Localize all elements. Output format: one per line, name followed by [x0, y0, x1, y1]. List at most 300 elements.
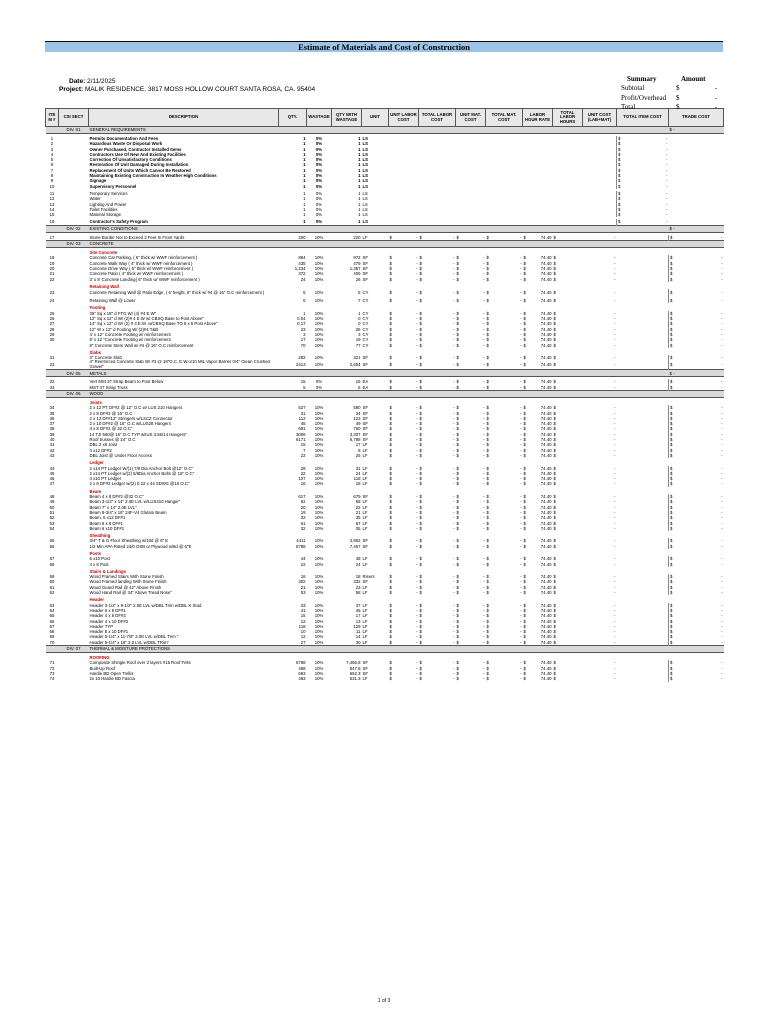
dollar-sign: $	[670, 481, 673, 487]
dash-value: -	[520, 410, 522, 416]
dollar-sign: $	[553, 670, 556, 676]
item-wastage: 10%	[314, 676, 324, 682]
item-number: 10	[49, 183, 55, 189]
dash-value: -	[416, 361, 418, 367]
money-cell	[486, 360, 523, 370]
dash-value: -	[721, 410, 723, 416]
item-unit: SF	[362, 260, 368, 266]
dash-value: -	[453, 509, 455, 515]
dollar-sign: $	[523, 602, 526, 608]
item-wastage: 10%	[314, 665, 324, 671]
column-header: LABOR HOUR RATE	[523, 109, 553, 127]
labor-hours: -	[614, 405, 616, 411]
labor-rate: 74.40	[540, 326, 552, 332]
item-qty-wastage: 0	[358, 321, 361, 327]
dash-value: -	[721, 442, 723, 448]
dollar-sign: $	[456, 337, 459, 343]
dollar-sign: $	[553, 499, 556, 505]
dollar-sign: $	[553, 355, 556, 361]
division-title: WOOD	[89, 390, 617, 397]
dash-value: -	[721, 670, 723, 676]
dash-value: -	[721, 255, 723, 261]
estimate-rows	[46, 127, 724, 682]
dollar-sign: $	[389, 415, 392, 421]
dollar-sign: $	[389, 665, 392, 671]
labor-rate: 74.40	[540, 290, 552, 296]
dollar-sign: $	[456, 426, 459, 432]
dollar-sign: $	[419, 276, 422, 282]
date-line	[69, 78, 116, 85]
dash-value: -	[483, 260, 485, 266]
item-qty: 70	[300, 342, 306, 348]
dash-value: -	[416, 476, 418, 482]
dollar-sign: $	[523, 584, 526, 590]
item-description: 1/2 Min APA Rated 24/0 OSB or Plywood w/8d @ 6"E	[89, 543, 192, 549]
dash-value: -	[453, 326, 455, 332]
dash-value: -	[520, 437, 522, 443]
item-unit: SF	[362, 579, 368, 585]
dash-value: -	[520, 634, 522, 640]
dash-value: -	[721, 470, 723, 476]
dash-value: -	[721, 465, 723, 471]
item-unit: SF	[362, 494, 368, 500]
dollar-sign: $	[419, 556, 422, 562]
item-qty: 200	[298, 234, 306, 240]
dollar-sign: $	[670, 342, 673, 348]
item-qty: 15	[300, 613, 306, 619]
item-qty: 1	[303, 141, 306, 147]
item-qty-wastage: 30	[355, 639, 361, 645]
labor-hours: -	[614, 660, 616, 666]
item-qty: 15	[300, 442, 306, 448]
dollar-sign: $	[486, 556, 489, 562]
item-qty-wastage: 972	[353, 255, 361, 261]
dollar-sign: $	[456, 670, 459, 676]
dash-value: -	[453, 574, 455, 580]
item-unit: LF	[362, 476, 368, 482]
dash-value: -	[483, 447, 485, 453]
money-cell	[419, 360, 456, 370]
dollar-sign: $	[670, 676, 673, 682]
dash-value: -	[721, 234, 723, 240]
labor-hours: -	[614, 470, 616, 476]
item-qty-wastage: 35	[355, 525, 361, 531]
item-description: Concrete Car Parking, ( 6" thick w/ WWF reinforcement )	[89, 255, 198, 261]
empty-cell	[617, 127, 669, 134]
dollar-sign: $	[523, 384, 526, 390]
money-cell	[419, 289, 456, 298]
dash-value: -	[416, 265, 418, 271]
dash-value: -	[416, 670, 418, 676]
dollar-sign: $	[456, 316, 459, 322]
dollar-sign: $	[523, 426, 526, 432]
item-number: 56	[49, 543, 55, 549]
item-qty-wastage: 67	[355, 520, 361, 526]
item-unit: LF	[362, 515, 368, 521]
dollar-sign: $	[456, 579, 459, 585]
dash-value: -	[721, 639, 723, 645]
dollar-sign: $	[456, 431, 459, 437]
item-qty-wastage: 679	[353, 494, 361, 500]
column-header: UNIT LABOR COST	[389, 109, 419, 127]
dash-value: -	[520, 499, 522, 505]
labor-hours: -	[614, 515, 616, 521]
dash-value: -	[520, 618, 522, 624]
item-qty-wastage: 7,467	[349, 543, 361, 549]
dash-value: -	[416, 355, 418, 361]
item-qty: 53	[300, 590, 306, 596]
item-qty: 1	[303, 201, 306, 207]
labor-rate: 74.40	[540, 337, 552, 343]
dollar-sign: $	[389, 265, 392, 271]
dash-value: -	[520, 561, 522, 567]
dollar-sign: $	[389, 426, 392, 432]
dash-value: -	[483, 639, 485, 645]
labor-rate: 74.40	[540, 639, 552, 645]
item-number: 70	[49, 639, 55, 645]
item-unit: SF	[362, 543, 368, 549]
dollar-sign: $	[486, 584, 489, 590]
dollar-sign: $	[553, 574, 556, 580]
dash-value: -	[453, 520, 455, 526]
dollar-sign: $	[389, 476, 392, 482]
dollar-sign: $	[670, 379, 673, 385]
item-wastage: 10%	[314, 410, 324, 416]
item-description: Replacement Of Units Which Cannot Be Restored	[89, 167, 191, 173]
dollar-sign: $	[523, 316, 526, 322]
dash-value: -	[453, 379, 455, 385]
dollar-sign: $	[670, 465, 673, 471]
dash-value: -	[520, 234, 522, 240]
item-number: 26	[49, 316, 55, 322]
dollar-sign: $	[486, 379, 489, 385]
dollar-sign: $	[670, 538, 673, 544]
labor-rate: 74.40	[540, 613, 552, 619]
money-cell	[389, 360, 419, 370]
dollar-sign: $	[419, 310, 422, 316]
date-label: Date:	[69, 78, 86, 85]
section-heading: Footing	[89, 305, 106, 311]
item-description: 4 x12 DF#2	[89, 447, 112, 453]
summary-value: -	[714, 93, 717, 102]
division-title: METALS	[89, 370, 617, 377]
dash-value: -	[520, 590, 522, 596]
dollar-sign: $	[456, 321, 459, 327]
empty-cell	[46, 225, 59, 232]
dash-value: -	[453, 260, 455, 266]
item-description: Concrete Walk Way ( 4" thick w/ WWF reinforcement )	[89, 260, 193, 266]
item-qty: 527	[298, 405, 306, 411]
dash-value: -	[483, 538, 485, 544]
dollar-sign: $	[486, 384, 489, 390]
item-description: 14" Sq x 12" d W/ (2) # 4 E.W. w/CBSQ Base TO 6 x 6 Post Above"	[89, 321, 218, 327]
labor-hours: -	[614, 415, 616, 421]
item-description: Roof trusses @ 24" O.C	[89, 437, 136, 443]
dollar-sign: $	[486, 470, 489, 476]
dash-value: -	[483, 470, 485, 476]
dash-value: -	[483, 618, 485, 624]
dash-value: -	[721, 431, 723, 437]
dash-value: -	[721, 520, 723, 526]
labor-rate: 74.40	[540, 437, 552, 443]
item-qty: 0.17	[297, 321, 306, 327]
dash-value: -	[453, 499, 455, 505]
item-qty-wastage: 760	[353, 426, 361, 432]
dollar-sign: $	[389, 379, 392, 385]
dollar-sign: $	[486, 494, 489, 500]
item-wastage: 10%	[314, 499, 324, 505]
dash-value: -	[453, 421, 455, 427]
dash-value: -	[520, 579, 522, 585]
dash-value: -	[416, 331, 418, 337]
estimate-sheet	[45, 41, 723, 682]
dollar-sign: $	[553, 504, 556, 510]
item-wastage: 10%	[314, 660, 324, 666]
item-wastage: 10%	[314, 447, 324, 453]
unit-cost-cell	[617, 289, 669, 298]
dollar-sign: $	[389, 509, 392, 515]
labor-rate: 74.40	[540, 331, 552, 337]
dollar-sign: $	[670, 321, 673, 327]
dollar-sign: $	[670, 255, 673, 261]
item-wastage: 10%	[314, 476, 324, 482]
dollar-sign: $	[670, 421, 673, 427]
item-qty: 1	[303, 310, 306, 316]
dollar-sign: $	[456, 613, 459, 619]
labor-rate: 74.40	[540, 379, 552, 385]
labor-hours: -	[614, 452, 616, 458]
dollar-sign: $	[486, 561, 489, 567]
dollar-sign: $	[486, 607, 489, 613]
dash-value: -	[520, 260, 522, 266]
item-number: 11	[49, 190, 55, 196]
item-qty-wastage: 7	[358, 298, 361, 304]
dash-value: -	[416, 276, 418, 282]
item-qty: 1	[303, 190, 306, 196]
dash-value: -	[416, 379, 418, 385]
item-qty-wastage: 531.3	[349, 676, 361, 682]
item-unit: EA	[362, 379, 369, 385]
dash-value: -	[520, 355, 522, 361]
dollar-sign: $	[389, 639, 392, 645]
dash-value: -	[483, 525, 485, 531]
item-qty: 1	[303, 136, 306, 141]
labor-hours: -	[614, 361, 616, 367]
dash-value: -	[520, 271, 522, 277]
dash-value: -	[483, 660, 485, 666]
dollar-sign: $	[486, 331, 489, 337]
labor-hours: -	[614, 525, 616, 531]
item-wastage: 0%	[315, 183, 323, 189]
item-qty-wastage: 24	[355, 470, 361, 476]
dash-value: -	[453, 476, 455, 482]
item-qty: 1	[303, 173, 306, 179]
item-description: 2x 10 Hardie BD Fascia	[89, 676, 135, 682]
labor-rate: 74.40	[540, 234, 552, 240]
division-title: GENERAL REQUIREMENTS	[89, 127, 617, 134]
dollar-sign: $	[523, 234, 526, 240]
item-unit: LS	[362, 162, 368, 168]
dollar-sign: $	[523, 470, 526, 476]
item-qty: 41	[300, 607, 306, 613]
labor-hours: -	[614, 499, 616, 505]
dash-value: -	[453, 255, 455, 261]
dollar-sign: $	[553, 639, 556, 645]
dash-value: -	[453, 265, 455, 271]
trade-cost	[669, 390, 724, 397]
dollar-sign: $	[389, 660, 392, 666]
labor-hours: -	[614, 538, 616, 544]
dollar-sign: $	[553, 405, 556, 411]
item-number: 32	[49, 379, 55, 385]
dollar-sign: $	[419, 431, 422, 437]
labor-rate: 74.40	[540, 660, 552, 666]
dash-value: -	[416, 342, 418, 348]
dollar-sign: $	[389, 355, 392, 361]
dash-value: -	[416, 618, 418, 624]
page-footer: 1 of 3	[377, 998, 391, 1004]
item-description: Header TYP	[89, 623, 114, 629]
dash-value: -	[721, 326, 723, 332]
dollar-sign: $	[389, 538, 392, 544]
item-description: Composite Shingle Roof over 2 layers #15 Roof Felts	[89, 660, 191, 666]
labor-hours: -	[614, 623, 616, 629]
item-number: 50	[49, 504, 55, 510]
dollar-sign: $	[523, 520, 526, 526]
item-unit: SF	[362, 415, 368, 421]
item-qty-wastage: 547.8	[349, 665, 361, 671]
dash-value: -	[453, 602, 455, 608]
item-qty: 302	[298, 579, 306, 585]
dollar-sign: $	[670, 660, 673, 666]
dollar-sign: $	[389, 447, 392, 453]
item-wastage: 10%	[314, 579, 324, 585]
item-qty-wastage: 17	[355, 613, 361, 619]
item-qty-wastage: 1	[358, 141, 361, 147]
dollar-sign: $	[523, 379, 526, 385]
column-header: TOTAL MAT. COST	[486, 109, 523, 127]
item-unit: LF	[362, 525, 368, 531]
dash-value: -	[416, 494, 418, 500]
item-wastage: 10%	[314, 515, 324, 521]
item-qty-wastage: 129	[353, 623, 361, 629]
labor-rate: 74.40	[540, 384, 552, 390]
dollar-sign: $	[456, 276, 459, 282]
dollar-sign: $	[419, 298, 422, 304]
dash-value: -	[520, 255, 522, 261]
item-wastage: 10%	[314, 452, 324, 458]
money-cell	[486, 676, 523, 681]
dollar-sign: $	[553, 465, 556, 471]
dollar-sign: $	[486, 361, 489, 367]
item-description: Header 6 x 8 DF#1	[89, 607, 126, 613]
item-qty-wastage: 49	[355, 421, 361, 427]
item-description: Toilet Facilities	[89, 206, 118, 212]
dollar-sign: $	[523, 410, 526, 416]
dollar-sign: $	[553, 579, 556, 585]
item-unit: LF	[362, 465, 368, 471]
dash-value: -	[520, 509, 522, 515]
dollar-sign: $	[389, 556, 392, 562]
dollar-sign: $	[670, 355, 673, 361]
dollar-sign: $	[389, 607, 392, 613]
dash-value: -	[483, 276, 485, 282]
dollar-sign: $	[419, 499, 422, 505]
item-wastage: 0%	[315, 173, 323, 179]
item-qty: 372	[298, 271, 306, 277]
item-number: 8	[50, 173, 54, 179]
item-number: 66	[49, 618, 55, 624]
dash-value: -	[483, 265, 485, 271]
dash-value: -	[416, 421, 418, 427]
dash-value: -	[453, 660, 455, 666]
dollar-sign: $	[486, 476, 489, 482]
dash-value: -	[520, 660, 522, 666]
dash-value: -	[416, 607, 418, 613]
total-item-cost	[669, 676, 724, 681]
dash-value: -	[721, 452, 723, 458]
dollar-sign: $	[523, 271, 526, 277]
item-wastage: 10%	[314, 470, 324, 476]
dollar-sign: $	[670, 602, 673, 608]
division-row	[46, 127, 724, 134]
labor-hours: -	[614, 579, 616, 585]
item-wastage: 10%	[314, 426, 324, 432]
dollar-sign: $	[486, 543, 489, 549]
dash-value: -	[416, 326, 418, 332]
item-qty: 12	[300, 634, 306, 640]
dollar-sign: $	[553, 476, 556, 482]
dash-value: -	[483, 607, 485, 613]
labor-rate: 74.40	[540, 255, 552, 261]
dash-value: -	[483, 379, 485, 385]
summary-box	[621, 75, 723, 112]
dash-value: -	[416, 504, 418, 510]
item-qty-wastage: 25	[355, 452, 361, 458]
item-wastage: 10%	[314, 260, 324, 266]
item-qty-wastage: 3,307	[349, 431, 361, 437]
dash-value: -	[453, 342, 455, 348]
summary-dollar: $	[676, 102, 680, 111]
dollar-sign: $	[389, 421, 392, 427]
dollar-sign: $	[389, 276, 392, 282]
dash-value: -	[666, 146, 668, 152]
dash-value: -	[721, 499, 723, 505]
column-header: TRADE COST	[669, 109, 724, 127]
dollar-sign: $	[456, 379, 459, 385]
item-qty: 6	[303, 298, 306, 304]
item-number: 38	[49, 426, 55, 432]
item-unit: LF	[362, 590, 368, 596]
dollar-sign: $	[670, 670, 673, 676]
dollar-sign: $	[553, 447, 556, 453]
item-qty: 1	[303, 167, 306, 173]
dollar-sign: $	[553, 494, 556, 500]
dollar-sign: $	[456, 623, 459, 629]
dollar-sign: $	[486, 355, 489, 361]
labor-rate: 74.40	[540, 442, 552, 448]
item-description: Maintaining Existing Construction In Weather High Conditions	[89, 173, 217, 179]
dollar-sign: $	[553, 421, 556, 427]
dollar-sign: $	[486, 623, 489, 629]
labor-rate: 74.40	[540, 584, 552, 590]
item-wastage: 10%	[314, 437, 324, 443]
dollar-sign: $	[419, 421, 422, 427]
dash-value: -	[483, 670, 485, 676]
dollar-sign: $	[389, 431, 392, 437]
dollar-sign: $	[553, 255, 556, 261]
dollar-sign: $	[419, 623, 422, 629]
